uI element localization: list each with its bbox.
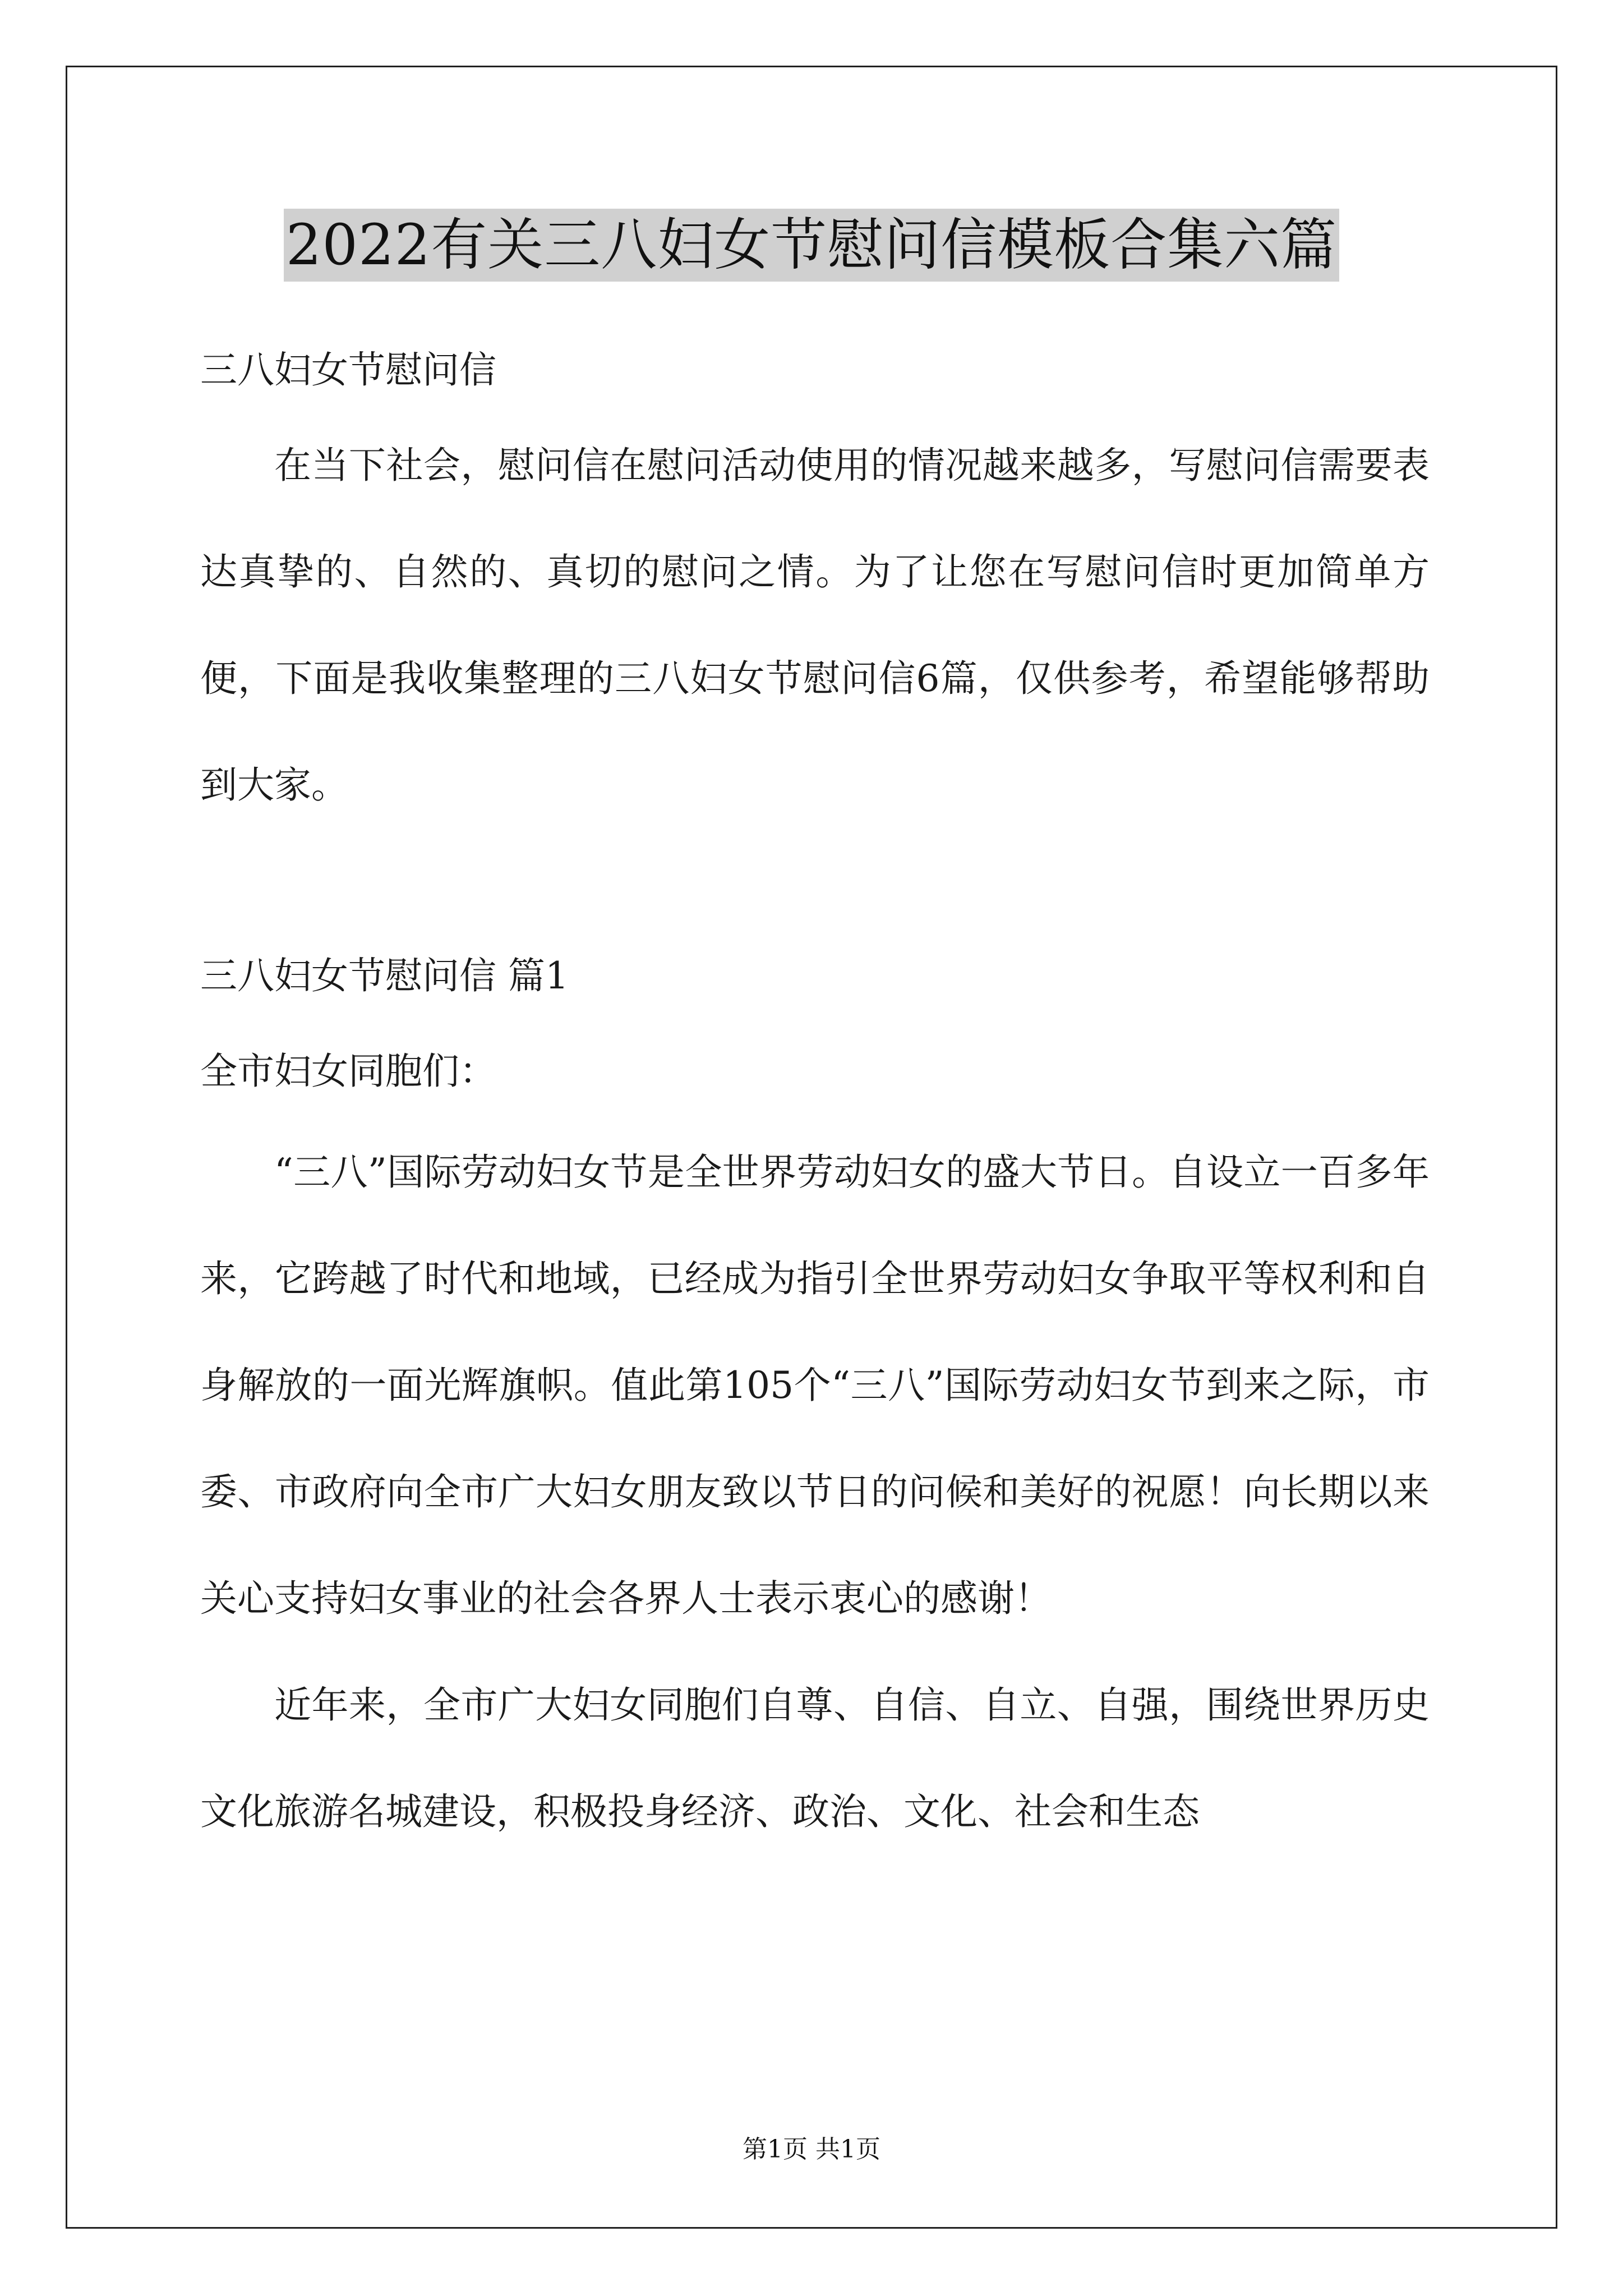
body-paragraph: “三八”国际劳动妇女节是全世界劳动妇女的盛大节日。自设立一百多年来，它跨越了时代和地域，已经成为指引全世界劳动妇女争取平等权利和自身解放的一面光辉旗帜。值此第105个“三八”国际劳动妇女节到来之际，市委、市政府向全市广大妇女朋友致以节日的问候和美好的祝愿！向长期以来关心支持妇女事业的社会各界人士表示衷心的感谢！	[200, 1151, 1430, 1620]
intro-paragraph: 在当下社会，慰问信在慰问活动使用的情况越来越多，写慰问信需要表达真挚的、自然的、真切的慰问之情。为了让您在写慰问信时更加简单方便，下面是我收集整理的三八妇女节慰问信6篇，仅供参考，希望能够帮助到大家。	[200, 444, 1430, 807]
article-heading: 三八妇女节慰问信 篇1	[200, 954, 569, 997]
section-heading: 三八妇女节慰问信	[200, 348, 496, 392]
document-title: 2022有关三八妇女节慰问信模板合集六篇	[284, 209, 1340, 282]
title-container	[0, 209, 1623, 282]
salutation: 全市妇女同胞们：	[200, 1050, 496, 1093]
document-body	[200, 317, 1430, 1865]
page-footer: 第1页 共1页	[743, 2135, 880, 2164]
body-paragraph: 近年来，全市广大妇女同胞们自尊、自信、自立、自强，围绕世界历史文化旅游名城建设，积极投身经济、政治、文化、社会和生态	[200, 1683, 1430, 1833]
